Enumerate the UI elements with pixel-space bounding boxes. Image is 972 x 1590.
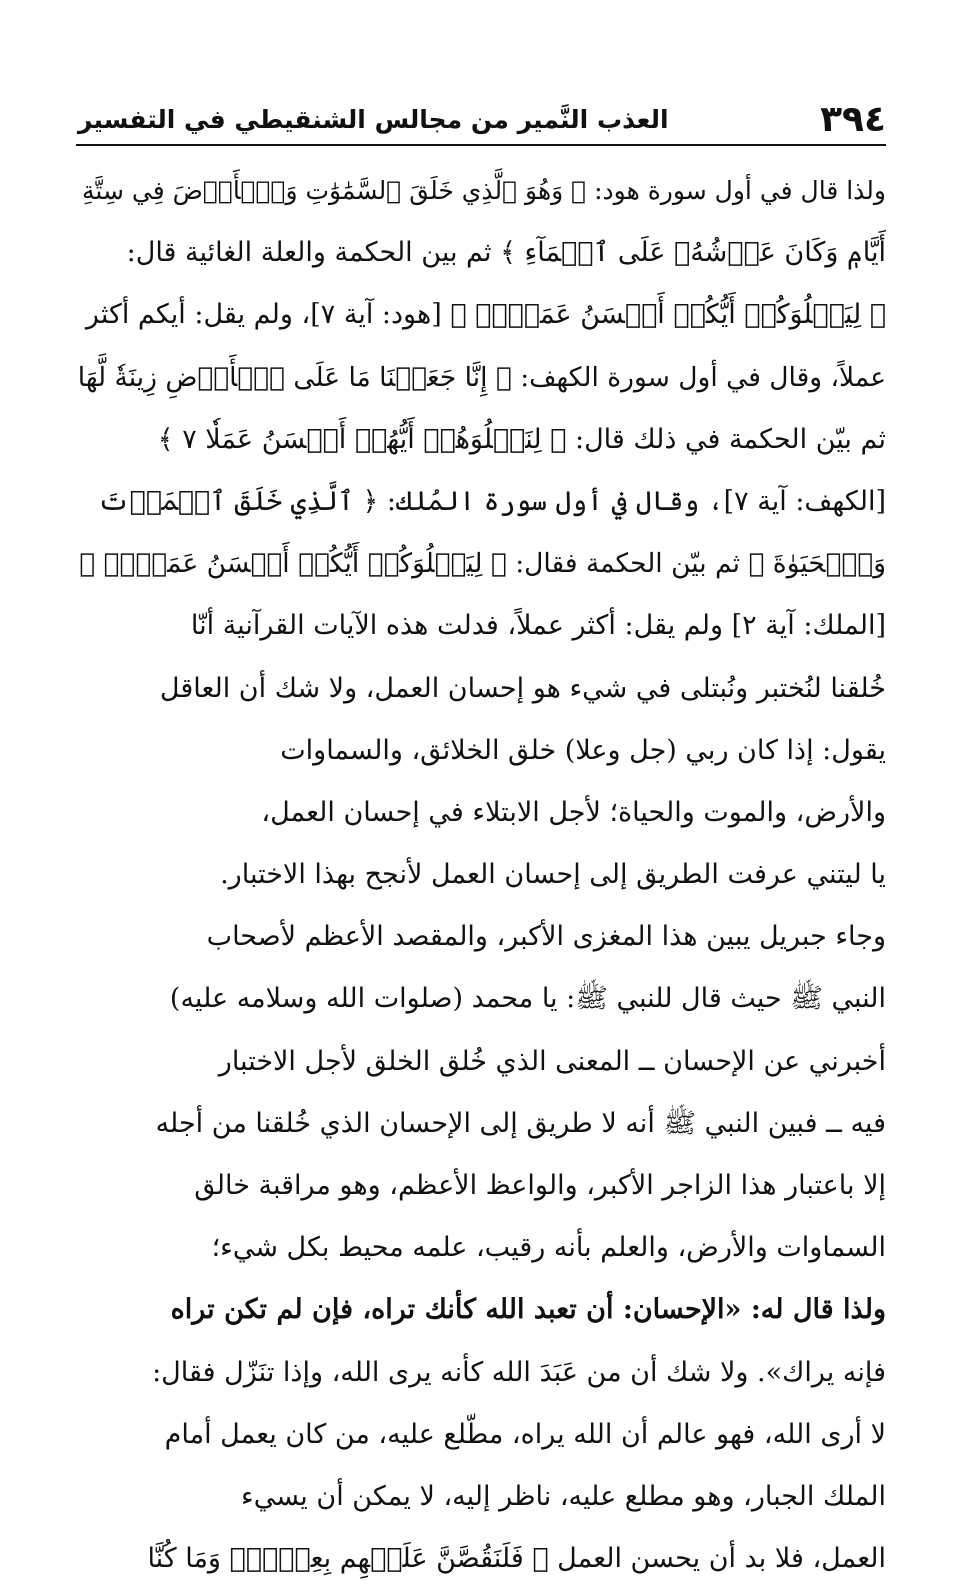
page-number: ٣٩٤ [820,99,886,140]
text-line: النبي ﷺ حيث قال للنبي ﷺ: يا محمد (صلوات الله وسلامه عليه) [169,983,886,1015]
text-line: فيه ــ فبين النبي ﷺ أنه لا طريق إلى الإحسان الذي خُلقنا من أجله [155,1107,886,1139]
text-line: ﴿ لِيَبۡلُوَكُمۡ أَيُّكُمۡ أَحۡسَنُ عَمَلٗاۗ ﴾ [هود: آية ٧]، ولم يقل: أيكم أكثر [85,299,886,331]
hadith-line: ولذا قال له: «الإحسان: أن تعبد الله كأنك تراه، فإن لم تكن تراه [170,1294,886,1326]
text-line: الملك الجبار، وهو مطلع عليه، ناظر إليه، لا يمكن أن يسيء [241,1480,886,1512]
text-line: ولذا قال في أول سورة هود: ﴿ وَهُوَ ٱلَّذِي خَلَقَ ٱلسَّمَٰوَٰتِ وَٱلۡأَرۡضَ فِي سِتَّةِ [82,176,886,205]
text-line: وَٱلۡحَيَوٰةَ ﴾ ثم بيّن الحكمة فقال: ﴿ لِيَبۡلُوَكُمۡ أَيُّكُمۡ أَحۡسَنُ عَمَلٗاۚ ﴾ [79,548,886,580]
text-line: والأرض، والموت والحياة؛ لأجل الابتلاء في إحسان العمل، [261,796,886,828]
text-line: ثم بيّن الحكمة في ذلك قال: ﴿ لِنَبۡلُوَهُمۡ أَيُّهُمۡ أَحۡسَنُ عَمَلٗا ٧ ﴾ [157,423,886,455]
header-rule [76,144,886,146]
page-header [78,92,886,140]
running-title: العذب النَّمير من مجالس الشنقيطي في التفسير [78,105,669,134]
text-line: [الملك: آية ٢] ولم يقل: أكثر عملاً، فدلت هذه الآيات القرآنية أنّا [190,610,886,642]
text-line: وجاء جبريل يبين هذا المغزى الأكبر، والمقصد الأعظم لأصحاب [206,921,886,953]
text-line: يا ليتني عرفت الطريق إلى إحسان العمل لأنجح بهذا الاختبار. [220,859,886,891]
text-line: العمل، فلا بد أن يحسن العمل ﴿ فَلَنَقُصَّنَّ عَلَيۡهِم بِعِلۡمٖۖ وَمَا كُنَّا [147,1543,886,1575]
text-line: لا أرى الله، فهو عالم أن الله يراه، مطّلع عليه، من كان يعمل أمام [164,1418,886,1450]
text-line: السماوات والأرض، والعلم بأنه رقيب، علمه محيط بكل شيء؛ [211,1232,886,1264]
text-line: أَيَّامٖ وَكَانَ عَرۡشُهُۥ عَلَى ٱلۡمَآءِ ﴾ ثم بين الحكمة والعلة الغائية قال: [126,237,886,269]
text-line: أخبرني عن الإحسان ــ المعنى الذي خُلق الخلق لأجل الاختبار [218,1045,886,1077]
text-line: [الكهف: آية ٧]، وقال في أول سورة المُلك: ﴿ ٱلَّذِي خَلَقَ ٱلۡمَوۡتَ [97,485,886,517]
text-line: يقول: إذا كان ربي (جل وعلا) خلق الخلائق، والسماوات [280,734,886,766]
text-line: فإنه يراك». ولا شك أن من عَبَدَ الله كأنه يرى الله، وإذا تنَزّل فقال: [152,1356,886,1388]
text-line: عملاً، وقال في أول سورة الكهف: ﴿ إِنَّا جَعَلۡنَا مَا عَلَى ٱلۡأَرۡضِ زِينَةٗ لَّهَا [77,361,886,393]
body-text [76,160,886,1590]
text-line: إلا باعتبار هذا الزاجر الأكبر، والواعظ الأعظم، وهو مراقبة خالق [194,1170,886,1201]
text-line: خُلقنا لنُختبر ونُبتلى في شيء هو إحسان العمل، ولا شك أن العاقل [159,672,886,704]
